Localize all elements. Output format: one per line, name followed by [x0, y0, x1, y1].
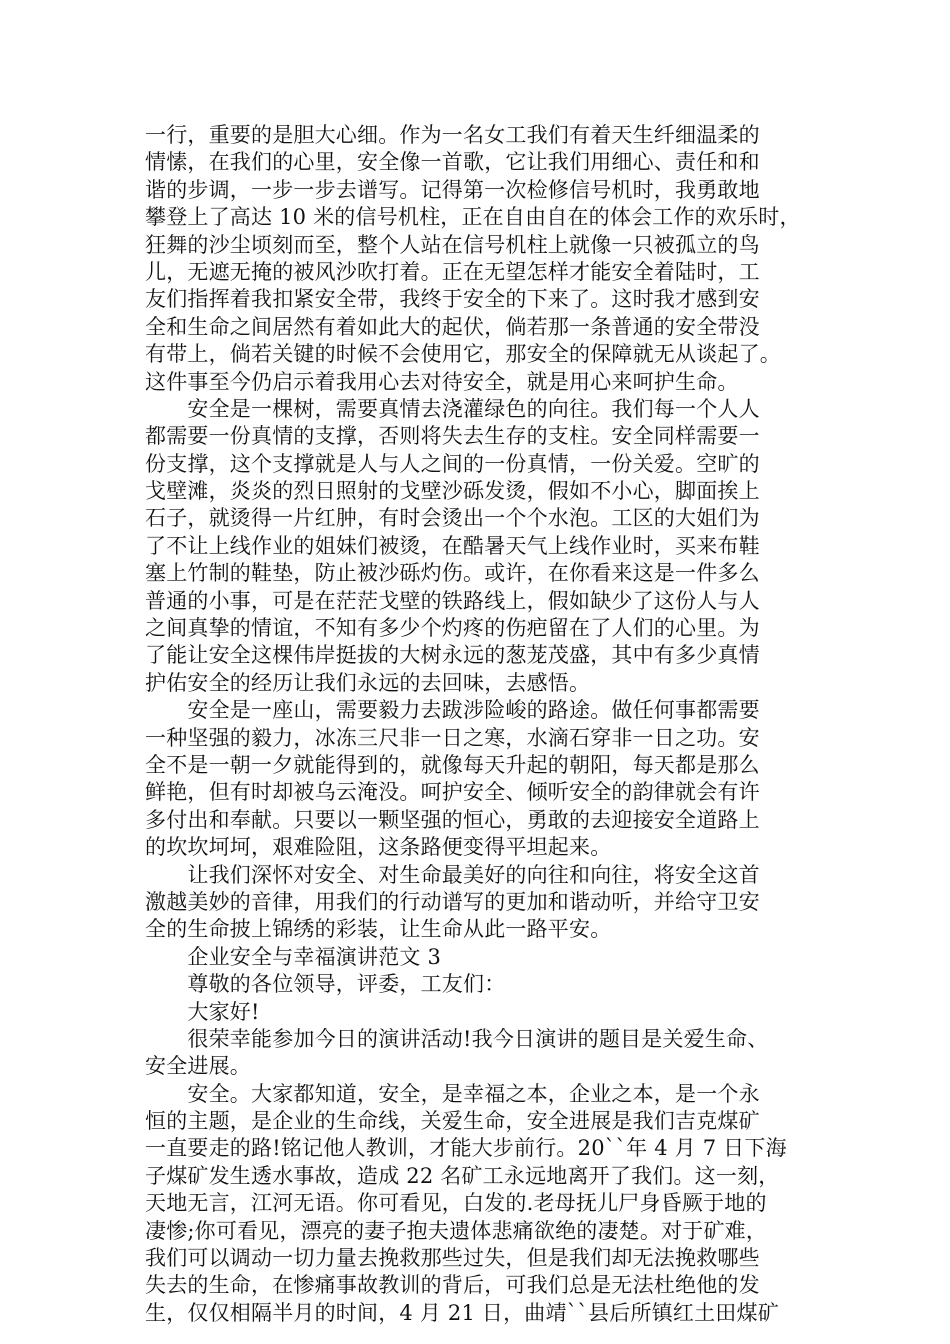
text-line: 让我们深怀对安全、对生命最美好的向往和向往，将安全这首: [145, 862, 760, 887]
text-line: 了能让安全这棵伟岸挺拔的大树永远的葱茏茂盛，其中有多少真情: [145, 643, 760, 668]
text-line: 一种坚强的毅力，冰冻三尺非一日之寒，水滴石穿非一日之功。安: [145, 725, 760, 750]
text-line: 攀登上了高达 10 米的信号机柱，正在自由自在的体会工作的欢乐时，: [145, 205, 801, 230]
text-line: 之间真挚的情谊，不知有多少个灼疼的伤疤留在了人们的心里。为: [145, 616, 760, 641]
text-line: 激越美妙的音律，用我们的行动谱写的更加和谐动听，并给守卫安: [145, 889, 760, 914]
text-line: 戈壁滩，炎炎的烈日照射的戈壁沙砾发烫，假如不小心，脚面挨上: [145, 479, 760, 504]
text-line: 多付出和奉献。只要以一颗坚强的恒心，勇敢的去迎接安全道路上: [145, 807, 760, 832]
text-line: 的坎坎坷坷，艰难险阻，这条路便变得平坦起来。: [145, 835, 612, 860]
text-line: 安全进展。: [145, 1054, 251, 1079]
text-line: 一行，重要的是胆大心细。作为一名女工我们有着天生纤细温柔的: [145, 123, 760, 147]
text-line: 全和生命之间居然有着如此大的起伏，倘若那一条普通的安全带没: [145, 314, 760, 339]
text-line: 狂舞的沙尘顷刻而至，整个人站在信号机柱上就像一只被孤立的鸟: [145, 232, 760, 257]
text-line: 鲜艳，但有时却被乌云淹没。呵护安全、倾听安全的韵律就会有许: [145, 780, 760, 805]
text-line: 了不让上线作业的姐妹们被烫，在酷暑天气上线作业时，买来布鞋: [145, 533, 760, 558]
text-line: 安全。大家都知道，安全，是幸福之本，企业之本，是一个永: [145, 1081, 760, 1106]
text-line: 情愫，在我们的心里，安全像一首歌，它让我们用细心、责任和和: [145, 150, 760, 175]
text-line: 都需要一份真情的支撑，否则将失去生存的支柱。安全同样需要一: [145, 424, 760, 449]
text-line: 生，仅仅相隔半月的时间，4 月 21 日，曲靖``县后所镇红土田煤矿: [145, 1300, 779, 1325]
text-line: 护佑安全的经历让我们永远的去回味，去感悟。: [145, 670, 591, 695]
text-line: 安全是一座山，需要毅力去跋涉险峻的路途。做任何事都需要: [145, 698, 760, 723]
text-line: 儿，无遮无掩的被风沙吹打着。正在无望怎样才能安全着陆时，工: [145, 259, 760, 284]
greeting: 大家好!: [145, 999, 260, 1024]
text-line: 有带上，倘若关键的时候不会使用它，那安全的保障就无从谈起了。: [145, 342, 781, 367]
text-line: 失去的生命，在惨痛事故教训的背后，可我们总是无法杜绝他的发: [145, 1273, 760, 1298]
text-line: 石子，就烫得一片红肿，有时会烫出一个个水泡。工区的大姐们为: [145, 506, 760, 531]
text-line: 全不是一朝一夕就能得到的，就像每天升起的朝阳，每天都是那么: [145, 752, 760, 777]
text-line: 凄惨;你可看见，漂亮的妻子抱夫遗体悲痛欲绝的凄楚。对于矿难，: [145, 1218, 768, 1243]
text-line: 天地无言，江河无语。你可看见，白发的.老母抚儿尸身昏厥于地的: [145, 1191, 767, 1216]
text-line: 恒的主题，是企业的生命线，关爱生命，安全进展是我们吉克煤矿: [145, 1109, 760, 1134]
text-line: 很荣幸能参加今日的演讲活动!我今日演讲的题目是关爱生命、: [145, 1026, 769, 1051]
text-line: 一直要走的路!铭记他人教训，才能大步前行。20``年 4 月 7 日下海: [145, 1136, 787, 1161]
section-heading: 企业安全与幸福演讲范文 3: [145, 944, 442, 969]
text-line: 谐的步调，一步一步去谱写。记得第一次检修信号机时，我勇敢地: [145, 177, 760, 202]
text-line: 普通的小事，可是在茫茫戈壁的铁路线上，假如缺少了这份人与人: [145, 588, 760, 613]
text-line: 子煤矿发生透水事故，造成 22 名矿工永远地离开了我们。这一刻，: [145, 1163, 780, 1188]
text-line: 我们可以调动一切力量去挽救那些过失，但是我们却无法挽救哪些: [145, 1246, 760, 1271]
text-line: 友们指挥着我扣紧安全带，我终于安全的下来了。这时我才感到安: [145, 287, 760, 312]
salutation: 尊敬的各位领导，评委，工友们：: [145, 972, 506, 997]
text-line: 塞上竹制的鞋垫，防止被沙砾灼伤。或许，在你看来这是一件多么: [145, 561, 760, 586]
text-line: 全的生命披上锦绣的彩装，让生命从此一路平安。: [145, 917, 612, 942]
text-line: 这件事至今仍启示着我用心去对待安全，就是用心来呵护生命。: [145, 369, 739, 394]
text-line: 份支撑，这个支撑就是人与人之间的一份真情，一份关爱。空旷的: [145, 451, 760, 476]
text-line: 安全是一棵树，需要真情去浇灌绿色的向往。我们每一个人人: [145, 396, 760, 421]
body-text: [145, 122, 825, 1327]
